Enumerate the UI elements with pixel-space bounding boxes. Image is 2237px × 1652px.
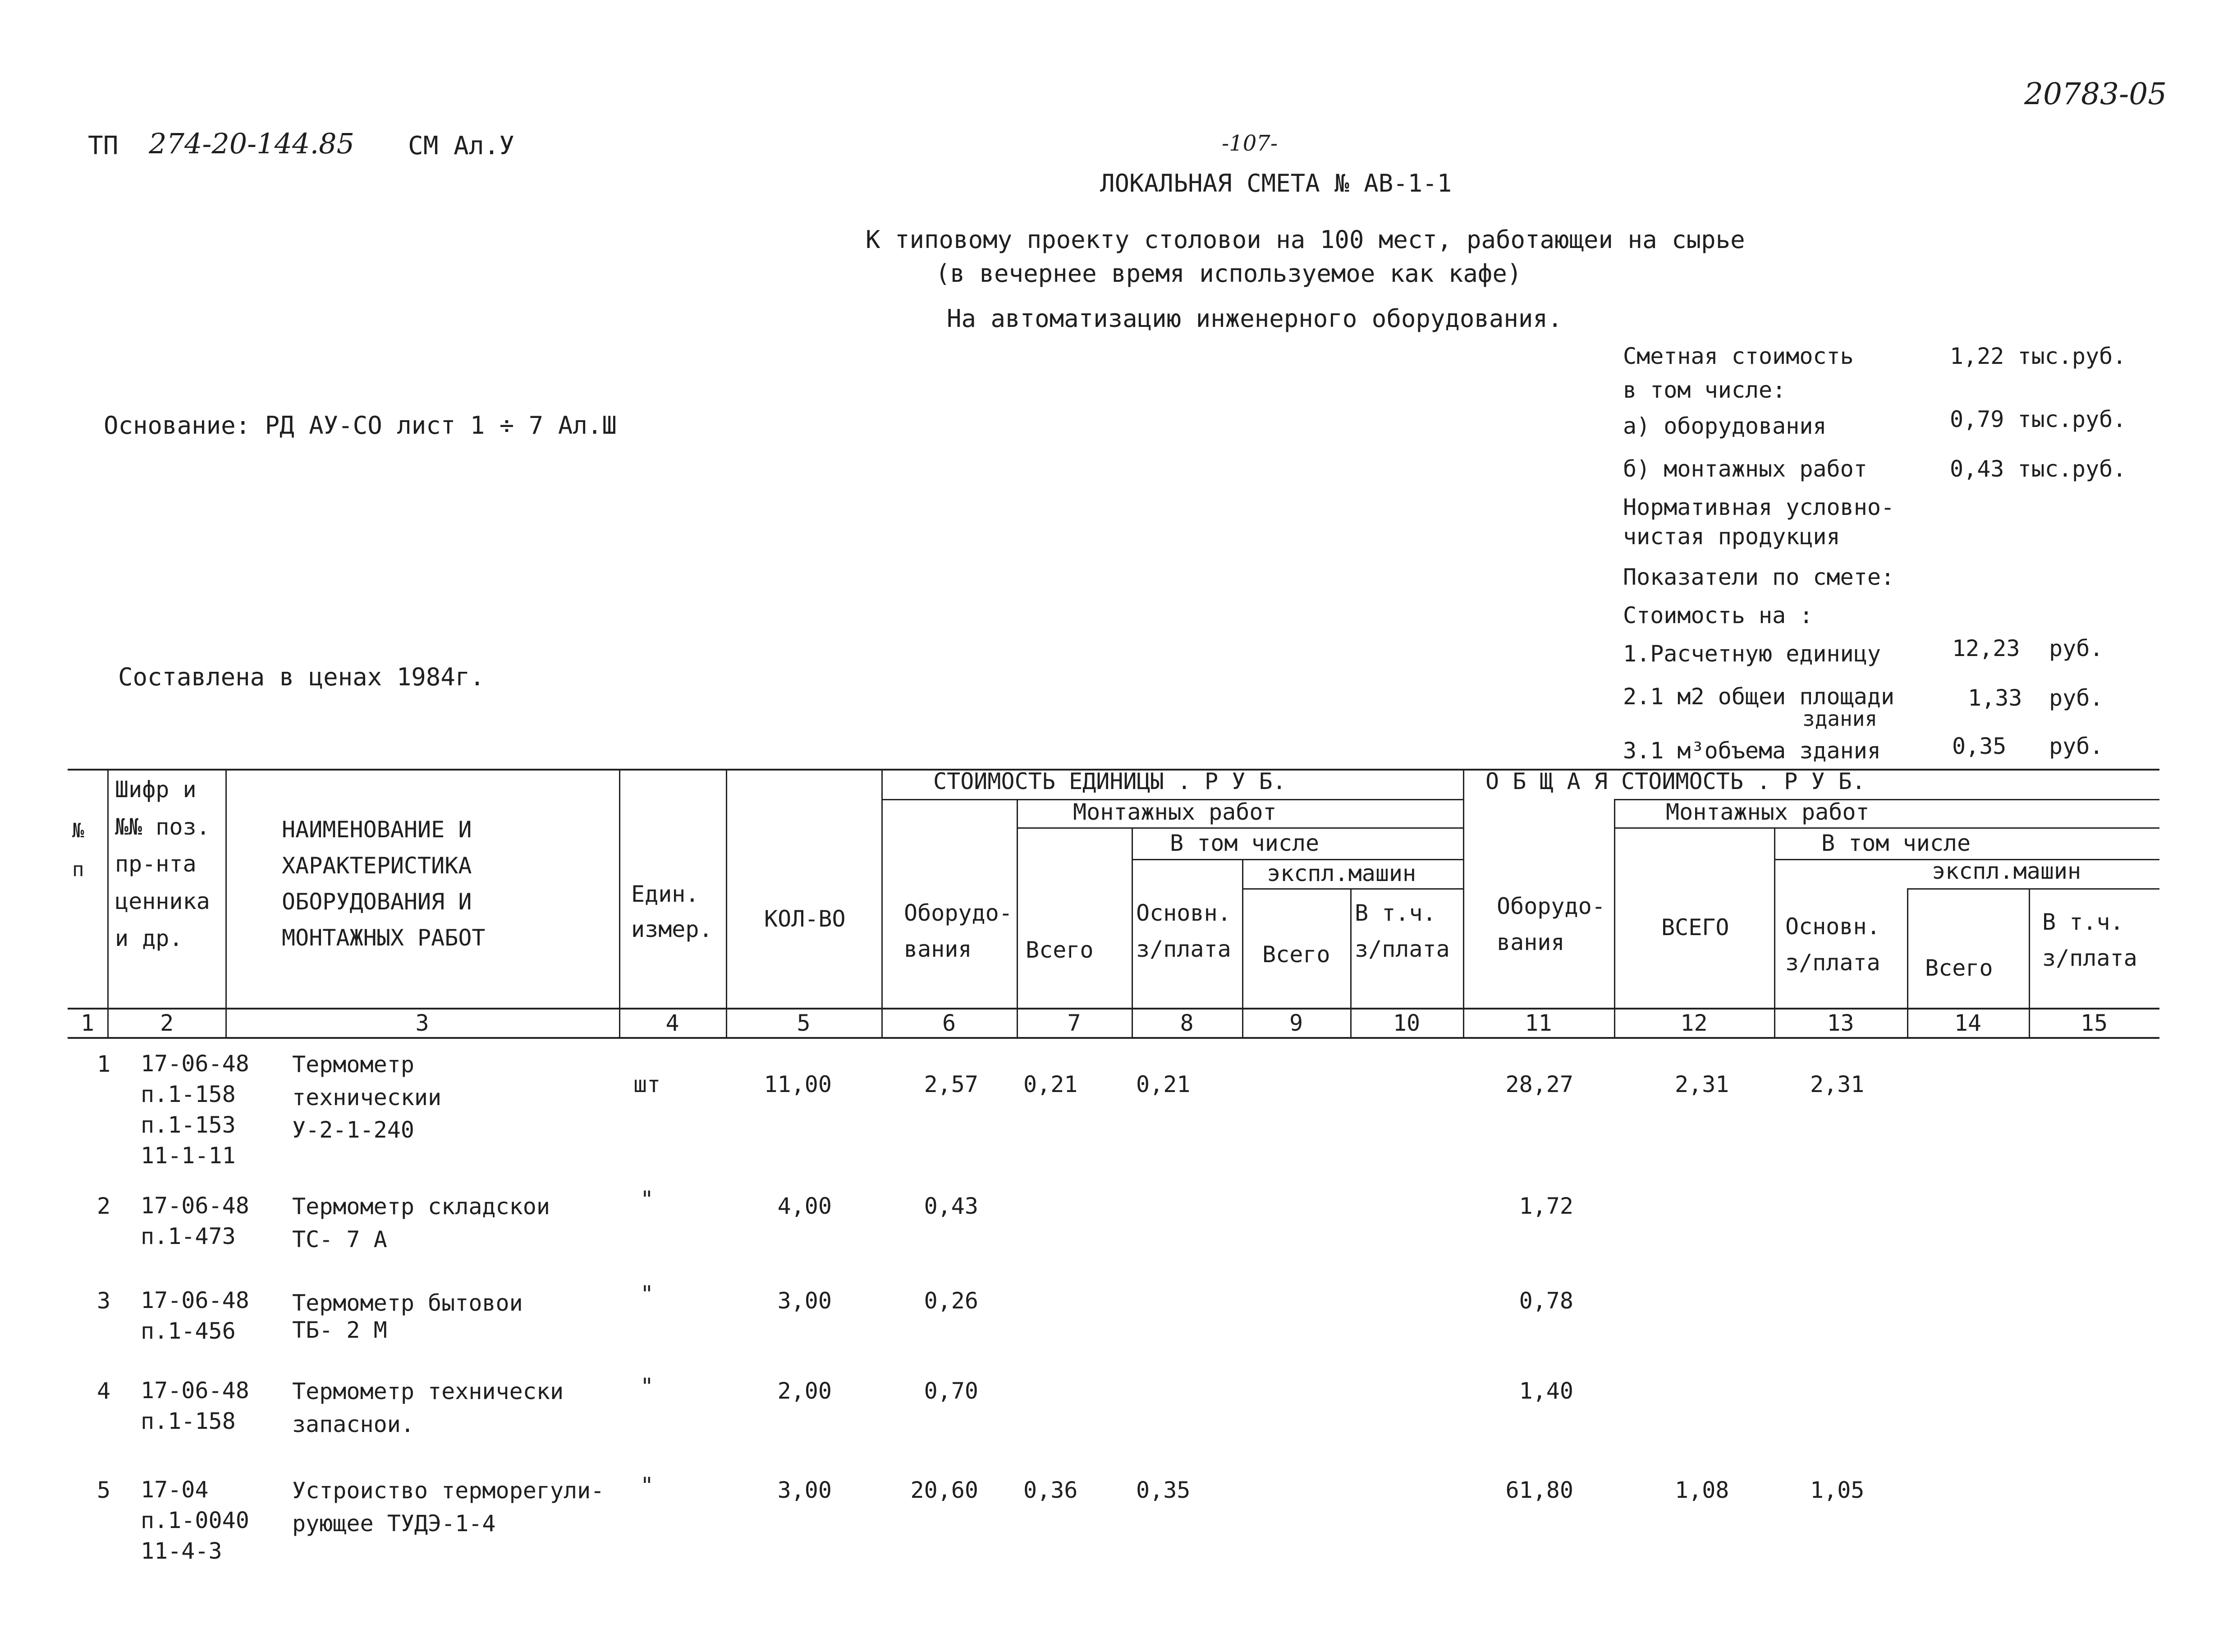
header-expl-total-total: Всего: [1925, 955, 1993, 981]
header-wage-total: Основн. з/плата: [1785, 913, 1880, 976]
equip-label: а) оборудования: [1623, 413, 1827, 439]
page-number: -107-: [1222, 131, 1278, 156]
header-code: Шифр и №№ поз. пр-нта ценника и др.: [115, 776, 210, 951]
row-mont: 0,36: [1023, 1477, 1078, 1503]
header-qty: КОЛ-ВО: [764, 906, 846, 932]
compiled-line: Составлена в ценах 1984г.: [118, 663, 485, 691]
header-expl-total: экспл.машин: [1932, 858, 2081, 884]
page-title: ЛОКАЛЬНАЯ СМЕТА № АВ-1-1: [1100, 169, 1452, 197]
header-mont-total-total: ВСЕГО: [1661, 914, 1729, 941]
cost-value: 1,22 тыс.руб.: [1950, 343, 2127, 369]
incl-label: в том числе:: [1623, 377, 1786, 403]
row-equip: 2,57: [924, 1071, 978, 1097]
row-equip: 0,43: [924, 1193, 978, 1219]
col-num: 2: [160, 1010, 174, 1036]
col-num: 4: [665, 1010, 679, 1036]
row-wage: 0,21: [1136, 1071, 1191, 1097]
row-code: 17-06-48 п.1-158 п.1-153 11-1-11: [141, 1051, 249, 1169]
row-total-equip: 1,40: [1519, 1378, 1573, 1404]
basis-line: Основание: РД АУ-СО лист 1 ÷ 7 Ал.Ш: [104, 411, 617, 440]
doc-album: СМ Ал.У: [408, 131, 515, 161]
col-num: 6: [942, 1010, 956, 1036]
row-total-equip: 28,27: [1505, 1071, 1573, 1097]
row-code: 17-06-48 п.1-456: [141, 1287, 249, 1344]
header-unit: Един. измер.: [631, 881, 713, 942]
doc-code: ТП: [88, 131, 119, 161]
header-name: НАИМЕНОВАНИЕ И ХАРАКТЕРИСТИКА ОБОРУДОВАНИЯ И МОНТАЖНЫХ РАБОТ: [282, 817, 486, 951]
col-num: 10: [1393, 1010, 1421, 1036]
row-unit: ": [640, 1473, 654, 1499]
row-qty: 3,00: [777, 1477, 832, 1503]
col-num: 3: [415, 1010, 429, 1036]
col-num: 14: [1954, 1010, 1982, 1036]
header-mont-total: Монтажных работ: [1666, 799, 1870, 825]
row-qty: 4,00: [777, 1193, 832, 1219]
col-num: 1: [80, 1010, 95, 1036]
unit-value: 12,23: [1952, 635, 2020, 661]
normative-line-1: Нормативная условно-: [1623, 494, 1895, 520]
row-name: Термометр бытовои ТБ- 2 М: [292, 1290, 523, 1343]
subtitle-line-3: На автоматизацию инженерного оборудования.: [947, 304, 1563, 333]
row-equip: 0,70: [924, 1378, 978, 1404]
header-mont-unit: Монтажных работ: [1073, 799, 1277, 825]
header-expl-unit: экспл.машин: [1267, 860, 1416, 886]
col-num: 9: [1289, 1010, 1303, 1036]
header-mont-total-unit: Всего: [1026, 937, 1094, 963]
row-equip: 20,60: [910, 1477, 978, 1503]
area-value: 1,33: [1968, 685, 2022, 711]
row-equip: 0,26: [924, 1288, 978, 1314]
row-name: Термометр складскои ТС- 7 А: [292, 1193, 550, 1253]
unit-label: 1.Расчетную единицу: [1623, 641, 1881, 667]
equip-value: 0,79 тыс.руб.: [1950, 406, 2127, 432]
row-total-wage: 1,05: [1810, 1477, 1865, 1503]
row-name: Устроиство терморегули- рующее ТУДЭ-1-4: [292, 1478, 605, 1537]
row-code: 17-06-48 п.1-158: [141, 1377, 249, 1434]
header-no: № п: [72, 819, 84, 881]
header-unit-cost: СТОИМОСТЬ ЕДИНИЦЫ . Р У Б.: [933, 768, 1286, 794]
row-no: 2: [97, 1193, 111, 1219]
install-label: б) монтажных работ: [1623, 456, 1867, 482]
col-num: 11: [1525, 1010, 1552, 1036]
row-qty: 11,00: [764, 1071, 832, 1097]
volume-label: 3.1 м³объема здания: [1623, 738, 1881, 764]
header-vtch-total: В т.ч. з/плата: [2042, 909, 2137, 971]
row-no: 3: [97, 1288, 111, 1314]
row-qty: 2,00: [777, 1378, 832, 1404]
row-total-mont: 2,31: [1675, 1071, 1729, 1097]
row-name: Термометр техническии У-2-1-240: [292, 1051, 442, 1143]
row-unit: шт: [633, 1071, 661, 1097]
row-name: Термометр технически запаснои.: [292, 1378, 564, 1437]
col-num: 8: [1180, 1010, 1194, 1036]
row-no: 4: [97, 1378, 111, 1404]
subtitle-line-1: К типовому проекту столовои на 100 мест, работающеи на сырье: [866, 225, 1745, 254]
row-code: 17-04 п.1-0040 11-4-3: [141, 1477, 249, 1564]
doc-number: 274-20-144.85: [149, 127, 355, 160]
header-total-cost: О Б Щ А Я СТОИМОСТЬ . Р У Б.: [1485, 768, 1866, 794]
col-num: 13: [1827, 1010, 1854, 1036]
row-total-equip: 0,78: [1519, 1288, 1573, 1314]
install-value: 0,43 тыс.руб.: [1950, 456, 2127, 482]
archive-stamp: 20783-05: [2024, 77, 2167, 111]
header-wage-unit: Основн. з/плата: [1136, 900, 1231, 962]
header-incl-total: В том числе: [1821, 830, 1971, 856]
area-currency: руб.: [2049, 685, 2104, 711]
row-unit: ": [640, 1281, 654, 1307]
row-total-equip: 61,80: [1505, 1477, 1573, 1503]
row-wage: 0,35: [1136, 1477, 1191, 1503]
row-qty: 3,00: [777, 1288, 832, 1314]
cost-per-label: Стоимость на :: [1623, 602, 1813, 629]
header-vtch-unit: В т.ч. з/плата: [1355, 900, 1450, 962]
col-num: 15: [2080, 1010, 2108, 1036]
cost-label: Сметная стоимость: [1623, 343, 1854, 369]
row-no: 5: [97, 1477, 111, 1503]
row-no: 1: [97, 1051, 111, 1077]
volume-currency: руб.: [2049, 733, 2104, 759]
normative-line-2: чистая продукция: [1623, 523, 1840, 550]
row-total-wage: 2,31: [1810, 1071, 1865, 1097]
col-num: 12: [1680, 1010, 1708, 1036]
row-code: 17-06-48 п.1-473: [141, 1193, 249, 1249]
row-total-equip: 1,72: [1519, 1193, 1573, 1219]
area-label-2: здания: [1802, 707, 1878, 731]
area-label: 2.1 м2 общеи площади: [1623, 684, 1895, 710]
volume-value: 0,35: [1952, 733, 2007, 759]
row-total-mont: 1,08: [1675, 1477, 1729, 1503]
col-num: 5: [797, 1010, 811, 1036]
subtitle-line-2: (в вечернее время используемое как кафе): [935, 259, 1522, 288]
row-mont: 0,21: [1023, 1071, 1078, 1097]
header-equip-unit: Оборудо- вания: [904, 900, 1013, 962]
indicators-label: Показатели по смете:: [1623, 564, 1895, 590]
header-expl-total-unit: Всего: [1262, 941, 1330, 968]
header-equip-total: Оборудо- вания: [1497, 893, 1605, 955]
unit-currency: руб.: [2049, 635, 2104, 661]
row-unit: ": [640, 1373, 654, 1400]
col-num: 7: [1067, 1010, 1081, 1036]
header-incl-unit: В том числе: [1170, 830, 1320, 856]
row-unit: ": [640, 1186, 654, 1212]
